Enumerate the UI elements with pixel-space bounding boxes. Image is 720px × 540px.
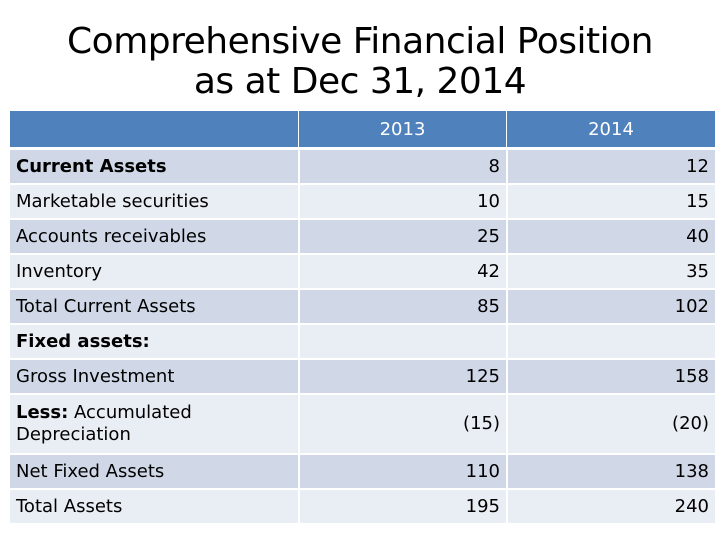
table-row [10, 395, 715, 455]
value-2013 [298, 325, 506, 360]
table-row [10, 150, 715, 185]
value-2014: 15 [506, 185, 715, 220]
row-label [10, 255, 298, 290]
value-2013: 25 [298, 220, 506, 255]
row-label [10, 325, 298, 360]
value-2013: 85 [298, 290, 506, 325]
row-label [10, 455, 298, 490]
row-label [10, 395, 298, 455]
value-2014: 138 [506, 455, 715, 490]
value-2014: 40 [506, 220, 715, 255]
table-row [10, 255, 715, 290]
value-2014: 102 [506, 290, 715, 325]
row-label-text: Inventory [16, 260, 102, 282]
financial-position-table [10, 111, 715, 525]
table-header-row [10, 111, 715, 150]
value-2013: 125 [298, 360, 506, 395]
row-label-bold: Less: [16, 402, 69, 423]
row-label-text: Accumulated Depreciation [16, 402, 192, 445]
value-2013: 195 [298, 490, 506, 525]
row-label [10, 185, 298, 220]
value-2013: 110 [298, 455, 506, 490]
title-line-1: Comprehensive Financial Position [67, 21, 653, 62]
value-2014: (20) [506, 395, 715, 455]
row-label-text: Marketable securities [16, 190, 209, 212]
value-2014: 158 [506, 360, 715, 395]
value-2014: 12 [506, 150, 715, 185]
title-line-2: as at Dec 31, 2014 [193, 61, 527, 102]
table-row [10, 490, 715, 525]
row-label [10, 490, 298, 525]
header-2013: 2013 [298, 111, 506, 150]
value-2013: 8 [298, 150, 506, 185]
row-label-text: Accounts receivables [16, 225, 207, 247]
row-label-text: Net Fixed Assets [16, 460, 165, 482]
value-2013: (15) [298, 395, 506, 455]
table-row [10, 325, 715, 360]
row-label-bold: Fixed assets: [16, 330, 150, 352]
value-2014: 35 [506, 255, 715, 290]
table-row [10, 220, 715, 255]
slide-title [0, 22, 720, 102]
value-2014: 240 [506, 490, 715, 525]
table-row [10, 290, 715, 325]
row-label [10, 220, 298, 255]
row-label-text: Total Current Assets [16, 295, 196, 317]
row-label [10, 150, 298, 185]
row-label [10, 360, 298, 395]
value-2013: 10 [298, 185, 506, 220]
value-2014 [506, 325, 715, 360]
header-label [10, 111, 298, 150]
header-2014: 2014 [506, 111, 715, 150]
row-label-bold: Current Assets [16, 155, 167, 177]
table-row [10, 455, 715, 490]
table-row [10, 185, 715, 220]
row-label [10, 290, 298, 325]
row-label-text: Total Assets [16, 495, 123, 517]
row-label-text: Gross Investment [16, 365, 175, 387]
table-row [10, 360, 715, 395]
value-2013: 42 [298, 255, 506, 290]
